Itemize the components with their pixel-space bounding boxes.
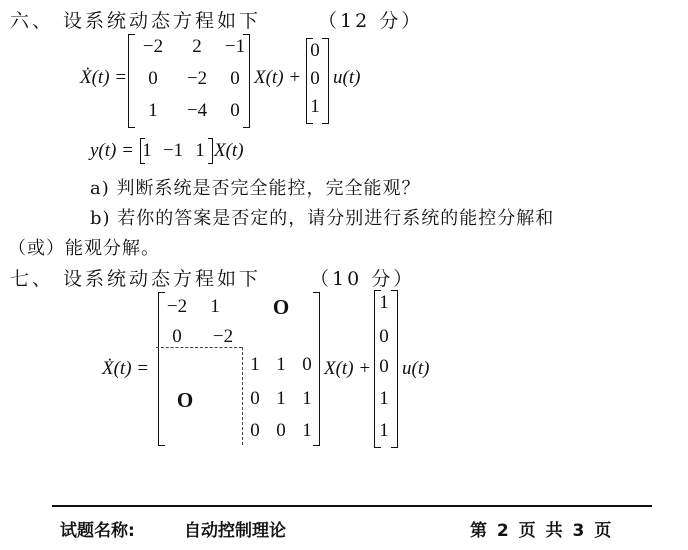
- matrix-cell: 2: [192, 36, 202, 57]
- matrix-left-bracket: [128, 34, 135, 128]
- matrix-cell: −4: [186, 100, 208, 121]
- vector-cell: 0: [379, 356, 389, 377]
- matrix-cell: 0: [276, 420, 286, 441]
- problem7-score: （10 分）: [310, 268, 416, 290]
- problem7-xt: X(t) +: [324, 358, 372, 379]
- matrix-cell: −2: [142, 36, 164, 57]
- footer-page-number: 第 2 页 共 3 页: [470, 521, 614, 541]
- footer-rule: [52, 505, 652, 507]
- vector-cell: 1: [379, 292, 389, 313]
- problem6-output-xt: X(t): [214, 140, 244, 161]
- problem6-heading: 六、 设系统动态方程如下: [10, 10, 262, 32]
- matrix-cell: −2: [212, 326, 234, 347]
- row-cell: 1: [195, 140, 205, 161]
- matrix-cell: 0: [148, 68, 158, 89]
- row-cell: 1: [142, 140, 152, 161]
- vector-cell: 0: [310, 40, 320, 61]
- row-cell: −1: [162, 140, 184, 161]
- vector-cell: 0: [379, 326, 389, 347]
- footer-exam-name: 自动控制理论: [184, 521, 286, 541]
- vector-cell: 1: [310, 96, 320, 117]
- matrix-cell: 0: [230, 100, 240, 121]
- problem7-heading: 七、 设系统动态方程如下: [10, 268, 262, 290]
- problem6-lhs: Ẋ(t) =: [80, 67, 128, 88]
- matrix-cell: −2: [166, 296, 188, 317]
- matrix-cell: 0: [250, 388, 260, 409]
- matrix-cell: 1: [148, 100, 158, 121]
- zero-block-lower: O: [176, 388, 194, 412]
- footer-exam-label: 试题名称:: [60, 521, 135, 541]
- matrix-cell: 0: [250, 420, 260, 441]
- matrix-cell: 0: [230, 68, 240, 89]
- matrix-cell: −2: [186, 68, 208, 89]
- matrix-cell: 1: [250, 354, 260, 375]
- matrix-cell: 1: [276, 354, 286, 375]
- matrix-cell: 0: [172, 326, 182, 347]
- matrix-cell: 0: [302, 354, 312, 375]
- problem6-output-lhs: y(t) =: [90, 140, 134, 161]
- matrix-cell: 1: [210, 296, 220, 317]
- problem6-score: （12 分）: [318, 10, 424, 32]
- matrix-cell: 1: [276, 388, 286, 409]
- problem6-xt: X(t) +: [254, 67, 302, 88]
- matrix-cell: 1: [302, 420, 312, 441]
- vector-cell: 0: [310, 68, 320, 89]
- problem6-ut: u(t): [333, 67, 361, 88]
- problem7-ut: u(t): [402, 358, 430, 379]
- problem6-question-b-line1: b) 若你的答案是否定的，请分别进行系统的能控分解和: [90, 208, 555, 229]
- problem6-question-a: a) 判断系统是否完全能控，完全能观？: [90, 178, 421, 199]
- vector-cell: 1: [379, 420, 389, 441]
- matrix-cell: −1: [224, 36, 246, 57]
- zero-block-upper: O: [272, 295, 290, 319]
- problem7-lhs: Ẋ(t) =: [102, 358, 150, 379]
- problem6-question-b-line2: （或）能观分解。: [8, 238, 160, 259]
- matrix-cell: 1: [302, 388, 312, 409]
- vector-cell: 1: [379, 388, 389, 409]
